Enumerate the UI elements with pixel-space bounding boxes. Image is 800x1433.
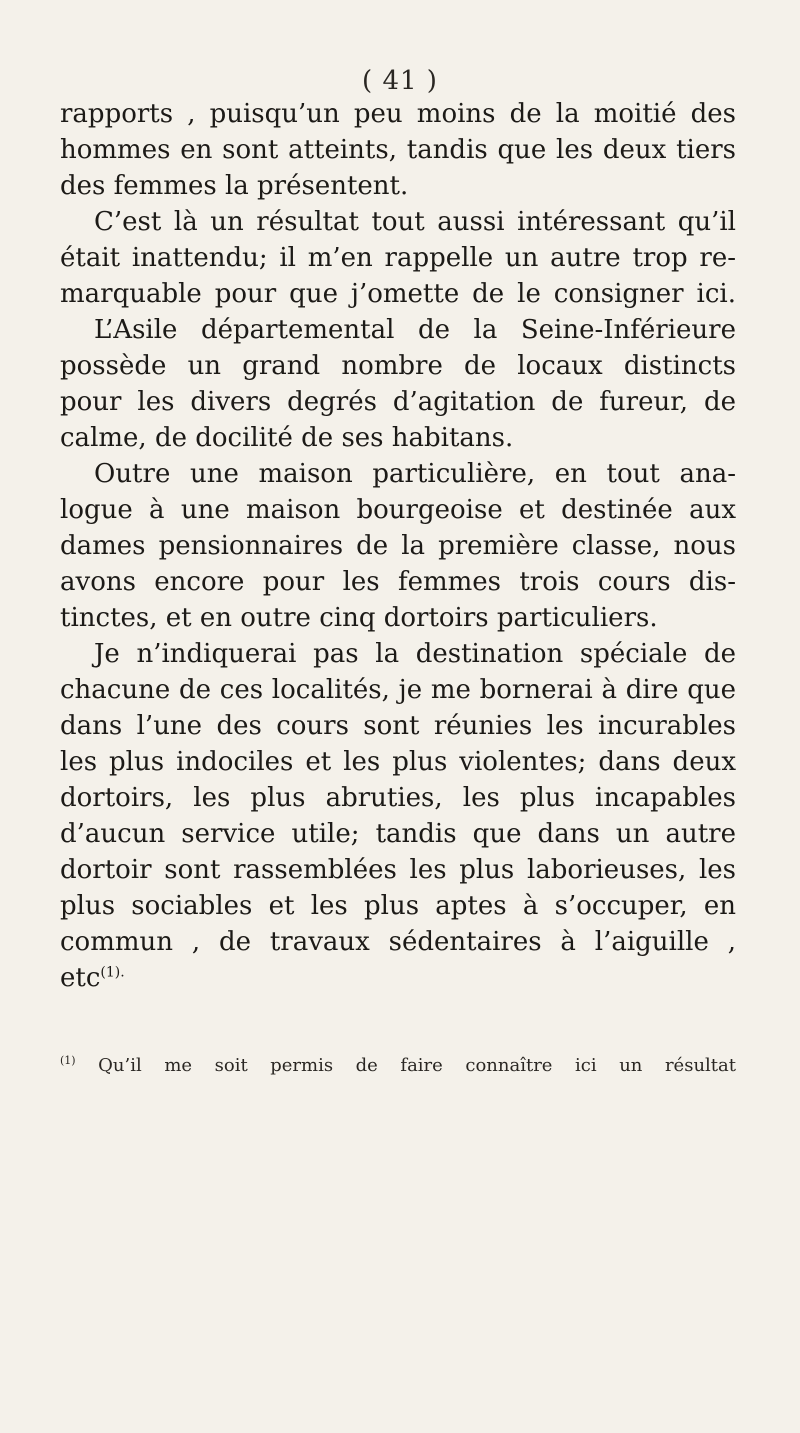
- text-line: pour les divers degrés d’agitation de fureur, de: [60, 387, 736, 417]
- footnote-reference: (1).: [100, 964, 125, 981]
- text-line: Je n’indiquerai pas la destination spéciale de: [94, 639, 736, 669]
- text-line: dortoir sont rassemblées les plus laborieuses, les: [60, 855, 736, 885]
- text-line: était inattendu; il m’en rappelle un autre trop re-: [60, 243, 736, 273]
- text-line-last: [60, 960, 736, 996]
- text-line: dames pensionnaires de la première classe, nous: [60, 531, 736, 561]
- text-line: dortoirs, les plus abruties, les plus incapables: [60, 783, 736, 813]
- text-line: L’Asile départemental de la Seine-Inférieure: [94, 315, 736, 345]
- text-line: avons encore pour les femmes trois cours dis-: [60, 567, 736, 597]
- text-line: Outre une maison particulière, en tout ana-: [94, 459, 736, 489]
- text-line: dans l’une des cours sont réunies les incurables: [60, 711, 736, 741]
- text-line: marquable pour que j’omette de le consigner ici.: [60, 279, 736, 309]
- text-line: chacune de ces localités, je me bornerai à dire que: [60, 675, 736, 705]
- text-line: plus sociables et les plus aptes à s’occuper, en: [60, 891, 736, 921]
- text-line: rapports , puisqu’un peu moins de la moitié des: [60, 99, 736, 129]
- text-line: logue à une maison bourgeoise et destinée aux: [60, 495, 736, 525]
- text-line: tinctes, et en outre cinq dortoirs particuliers.: [60, 603, 658, 633]
- text-line: des femmes la présentent.: [60, 171, 409, 201]
- footnote-mark: (1): [60, 1054, 76, 1067]
- body-text: [60, 96, 736, 996]
- footnote: [60, 1054, 736, 1078]
- text-line: hommes en sont atteints, tandis que les deux tiers: [60, 135, 736, 165]
- text-line: etc: [60, 963, 101, 993]
- text-line: les plus indociles et les plus violentes; dans deux: [60, 747, 736, 777]
- text-line: commun , de travaux sédentaires à l’aiguille ,: [60, 927, 736, 957]
- page-number: ( 41 ): [362, 66, 438, 96]
- text-line: possède un grand nombre de locaux distincts: [60, 351, 736, 381]
- text-line: C’est là un résultat tout aussi intéressant qu’il: [94, 207, 736, 237]
- footnote-text: Qu’il me soit permis de faire connaître ici un résultat: [98, 1055, 736, 1076]
- text-line: calme, de docilité de ses habitans.: [60, 423, 514, 453]
- text-line: d’aucun service utile; tandis que dans un autre: [60, 819, 736, 849]
